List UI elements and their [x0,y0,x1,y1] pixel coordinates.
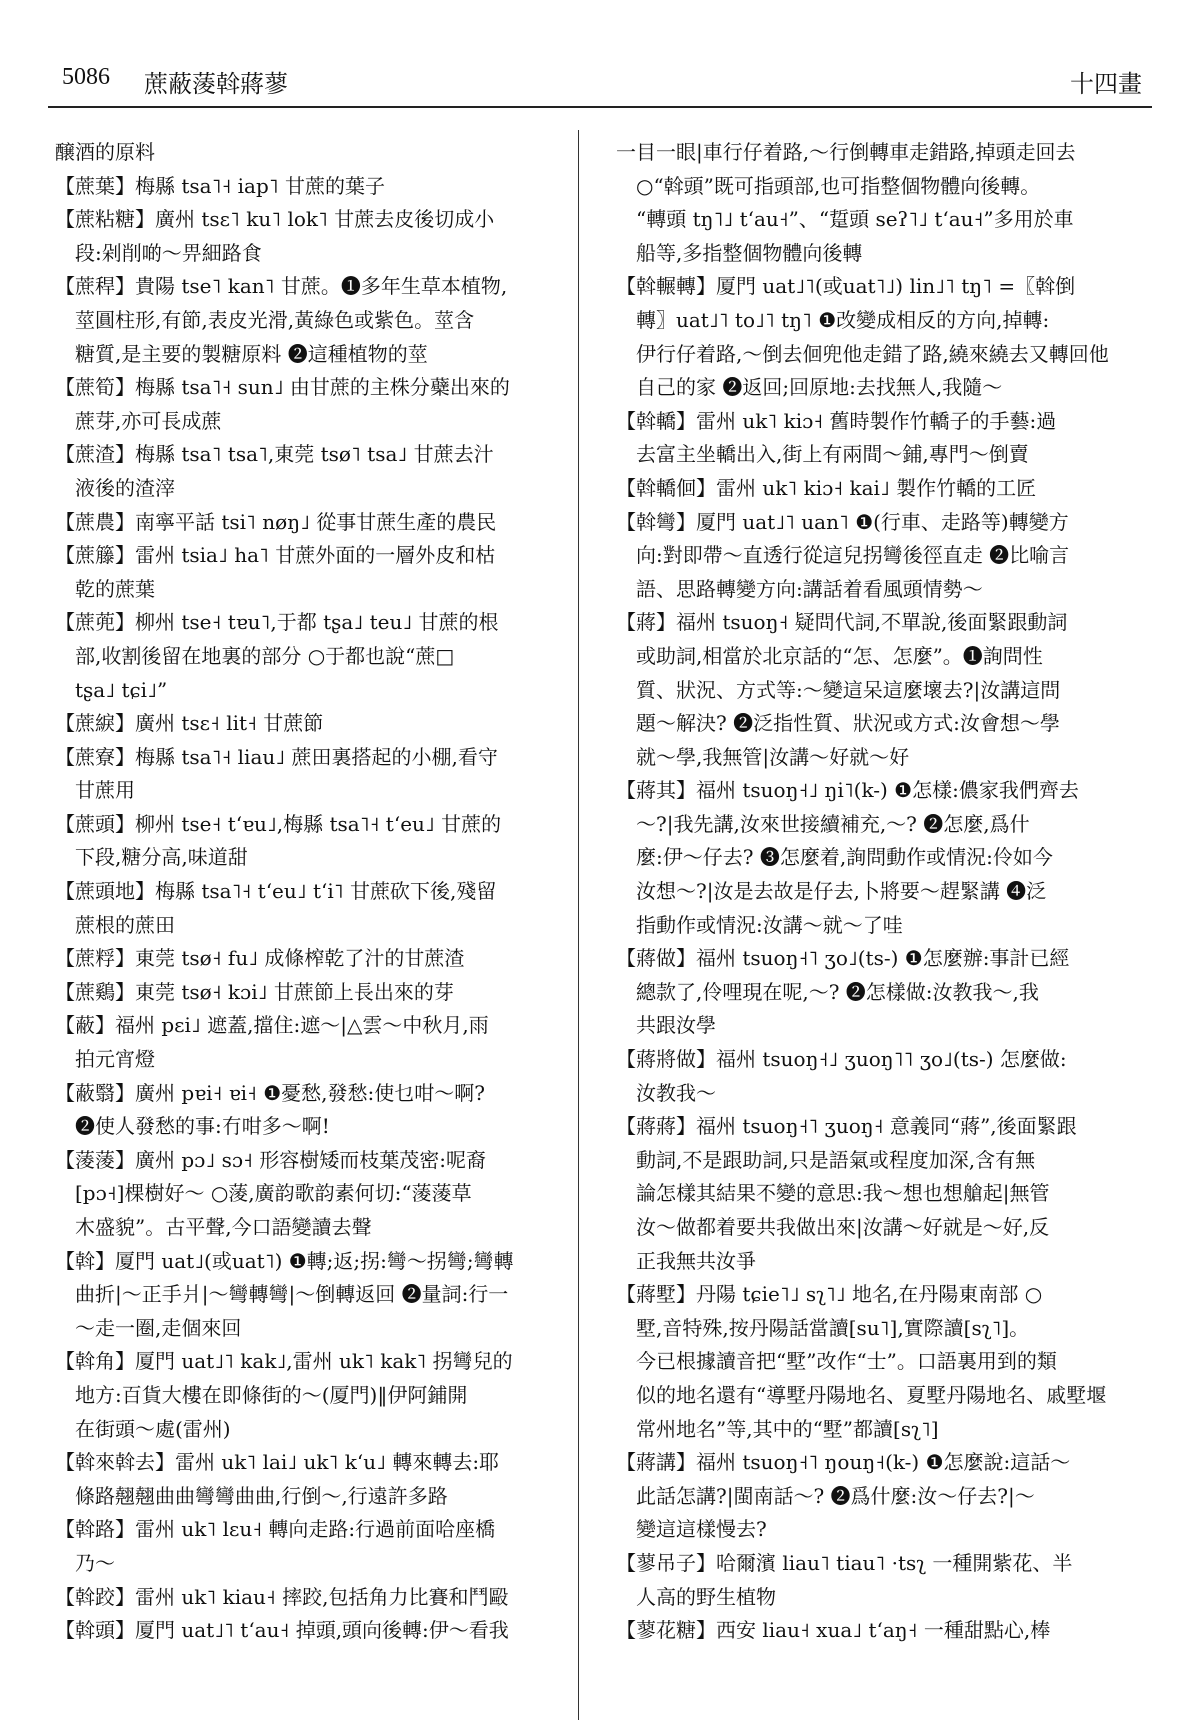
entry-line: 就～學,我無管|汝講～好就～好 [636,744,910,769]
entry-line: 【蔗鷄】東莞 tsø˧ kɔi˩ 甘蔗節上長出來的芽 [55,979,454,1004]
column-divider [578,130,579,1720]
dictionary-entry [55,1245,555,1346]
entry-line: 木盛貌”。古平聲,今口語變讀去聲 [75,1215,372,1239]
entry-line: 【蔆蔆】廣州 pɔ˩ sɔ˧ 形容樹矮而枝葉茂密:呢裔 [55,1147,487,1172]
dictionary-entry [55,371,555,438]
dictionary-entry [55,136,555,170]
entry-line: 【蔗粰】東莞 tsø˧ fu˩ 成條榨乾了汁的甘蔗渣 [55,946,465,971]
dictionary-entry [55,1446,555,1513]
dictionary-entry [55,1077,555,1144]
dictionary-entry [55,1581,555,1615]
dictionary-entry [55,1144,555,1245]
dictionary-entry [616,774,1116,942]
entry-line: 【蔗頭地】梅縣 tsa˥˧ tʻeu˩ tʻi˥ 甘蔗砍下後,殘留 [55,879,497,904]
entry-line: 【蓼吊子】哈爾濱 liau˥ tiau˥ ·tsʅ 一種開紫花、半 [616,1550,1073,1575]
entry-line: [pɔ˧]棵樹好～ ○蔆,廣韵歌韵素何切:“蔆蔆草 [75,1181,472,1206]
entry-line: 拍元宵燈 [75,1047,155,1072]
entry-line: 正我無共汝爭 [636,1248,756,1273]
entry-line: 【蔗籐】雷州 tsia˩ ha˥ 甘蔗外面的一層外皮和枯 [55,543,496,568]
dictionary-entry [55,976,555,1010]
entry-line: 【斡】厦門 uat˩(或uat˥) ❶轉;返;拐:彎～拐彎;彎轉 [55,1248,514,1273]
entry-line: 【蔗渣】梅縣 tsa˥ tsa˥,東莞 tsø˥ tsa˩ 甘蔗去汁 [55,442,494,467]
section-title: 十四畫 [1070,70,1142,98]
entry-line: 總款了,伶哩現在呢,～? ❷怎樣做:汝教我～,我 [636,979,1039,1004]
entry-line: ～?|我先講,汝來世接續補充,～? ❷怎麼,爲什 [636,811,1030,836]
dictionary-entry [616,136,1116,270]
entry-line: 醸酒的原料 [55,140,155,164]
entry-line: 【蔣其】福州 tsuoŋ˧˩ ŋi˥(k-) ❶怎樣:儂家我們齊去 [616,778,1079,803]
entry-line: ❷使人發愁的事:冇咁多～啊! [75,1114,330,1139]
entry-line: 【蔗筍】梅縣 tsa˥˧ sun˩ 由甘蔗的主株分蘗出來的 [55,375,510,400]
dictionary-entry [616,1614,1116,1648]
entry-line: 【蔗蔸】柳州 tse˧ tɐu˥,于都 tʂa˩ teu˩ 甘蔗的根 [55,610,499,635]
page-number: 5086 [62,64,110,90]
entry-line: 動詞,不是跟助詞,只是語氣或程度加深,含有無 [636,1147,1036,1172]
entry-line: 汝想～?|汝是去故是仔去,卜將要～趕緊講 ❹泛 [636,879,1047,904]
entry-line: 【蔗粘糖】廣州 tsɛ˥ ku˥ lok˥ 甘蔗去皮後切成小 [55,207,495,232]
entry-line: ○“斡頭”既可指頭部,也可指整個物體向後轉。 [636,173,1041,198]
entry-line: 糖質,是主要的製糖原料 ❷這種植物的莖 [75,341,428,366]
dictionary-entry [55,875,555,942]
entry-line: 【蔗農】南寧平話 tsi˥ nøŋ˩ 從事甘蔗生產的農民 [55,509,497,534]
entry-line: 莖圓柱形,有節,表皮光滑,黃綠色或紫色。莖含 [75,307,475,332]
dictionary-entry [55,1513,555,1580]
dictionary-entry [616,270,1116,404]
entry-line: 地方:百貨大樓在即條街的～(厦門)‖伊阿鋪開 [75,1382,468,1407]
entry-line: 去富主坐轎出入,街上有兩間～鋪,專門～倒賣 [636,442,1029,467]
entry-line: 語、思路轉變方向:講話着看風頭情勢～ [636,576,983,601]
dictionary-entry [616,1547,1116,1614]
entry-line: 【斡輾轉】厦門 uat˩˥(或uat˥˩) lin˩˥ tŋ˥ =〖斡倒 [616,274,1076,299]
entry-line: 【斡轎佪】雷州 uk˥ kiɔ˧ kai˩ 製作竹轎的工匠 [616,475,1037,500]
dictionary-entry [55,438,555,505]
left-column [55,136,555,1716]
entry-line: 【蔽】福州 pɛi˩ 遮蓋,擋住:遮～|△雲～中秋月,雨 [55,1013,489,1038]
entry-line: 【蔣】福州 tsuoŋ˧ 疑問代詞,不單說,後面緊跟動詞 [616,610,1068,635]
entry-line: 共跟汝學 [636,1013,716,1038]
entry-line: 【蔣墅】丹陽 tɕie˥˩ sʅ˥˩ 地名,在丹陽東南部 ○ [616,1282,1043,1307]
entry-line: “轉頭 tŋ˥˩ tʻau˧”、“踅頭 seʔ˥˩ tʻau˧”多用於車 [636,207,1074,232]
entry-line: 麼:伊～仔去? ❸怎麼着,詢問動作或情況:伶如今 [636,845,1053,870]
entry-line: 曲折|～正手爿|～彎轉彎|～倒轉返回 ❷量詞:行一 [75,1282,509,1307]
entry-line: 此話怎講?|閩南話～? ❷爲什麼:汝～仔去?|～ [636,1483,1035,1508]
entry-line: 下段,糖分高,味道甜 [75,845,248,870]
entry-line: 【斡頭】厦門 uat˩˥ tʻau˧ 掉頭,頭向後轉:伊～看我 [55,1618,509,1643]
entry-line: 似的地名還有“導墅丹陽地名、夏墅丹陽地名、戚墅堰 [636,1382,1107,1407]
entry-line: 【蔗頭】柳州 tse˧ tʻɐu˩,梅縣 tsa˥˧ tʻeu˩ 甘蔗的 [55,811,502,836]
entry-line: 【蔣將做】福州 tsuoŋ˧˩ ʒuoŋ˥˥ ʒo˩(ts-) 怎麼做: [616,1047,1067,1072]
entry-line: 質、狀況、方式等:～變這呆這麼壞去?|汝講這問 [636,677,1061,702]
entry-line: 題～解決? ❷泛指性質、狀況或方式:汝會想～學 [636,711,1060,736]
entry-line: 在街頭～處(雷州) [75,1416,231,1441]
entry-line: 【蔗綟】廣州 tsɛ˧ lit˧ 甘蔗節 [55,711,324,736]
dictionary-entry [55,1345,555,1446]
dictionary-entry [616,606,1116,774]
entry-line: 【斡來斡去】雷州 uk˥ lai˩ uk˥ kʻu˩ 轉來轉去:耶 [55,1450,500,1475]
entry-line: 今已根據讀音把“墅”改作“士”。口語裏用到的類 [636,1349,1057,1374]
entry-line: 【蓼花糖】西安 liau˧ xua˩ tʻaŋ˧ 一種甜點心,棒 [616,1618,1051,1643]
entry-line: 甘蔗用 [75,778,135,803]
dictionary-entry [616,1110,1116,1278]
dictionary-entry [55,606,555,707]
dictionary-entry [616,1278,1116,1446]
dictionary-entry [55,1614,555,1648]
entry-line: 汝～做都着要共我做出來|汝講～好就是～好,反 [636,1215,1050,1239]
entry-line: 轉〗uat˩˥ to˩˥ tŋ˥ ❶改變成相反的方向,掉轉: [636,307,1050,332]
dictionary-entry [55,741,555,808]
entry-line: 【蔗稈】貴陽 tse˥ kan˥ 甘蔗。❶多年生草本植物, [55,274,508,299]
dictionary-entry [616,942,1116,1043]
entry-line: 乾的蔗葉 [75,576,155,601]
entry-line: 指動作或情況:汝講～就～了哇 [636,912,903,937]
dictionary-entry [55,506,555,540]
entry-line: 【蔗葉】梅縣 tsa˥˧ iap˥ 甘蔗的葉子 [55,173,386,198]
entry-line: 汝教我～ [636,1080,716,1105]
page-header [48,58,1152,108]
dictionary-entry [616,1446,1116,1547]
entry-line: 【蔽翳】廣州 pɐi˧ ɐi˧ ❶憂愁,發愁:使乜咁～啊? [55,1080,485,1105]
entry-line: 【斡路】雷州 uk˥ lɛu˧ 轉向走路:行過前面哈座橋 [55,1517,496,1542]
dictionary-entry [55,808,555,875]
entry-line: 自己的家 ❷返回;回原地:去找無人,我隨～ [636,375,1003,400]
entry-line: 變這這樣慢去? [636,1517,767,1542]
dictionary-entry [55,170,555,204]
dictionary-entry [55,942,555,976]
entry-line: 【斡角】厦門 uat˩˥ kak˩,雷州 uk˥ kak˥ 拐彎兒的 [55,1349,513,1374]
entry-line: 條路翹翹曲曲彎彎曲曲,行倒～,行遠許多路 [75,1483,448,1508]
dictionary-entry [55,1009,555,1076]
dictionary-entry [616,472,1116,506]
entry-line: 【蔣做】福州 tsuoŋ˧˥ ʒo˩(ts-) ❶怎麼辦:事計已經 [616,946,1070,971]
entry-line: 【斡轎】雷州 uk˥ kiɔ˧ 舊時製作竹轎子的手藝:過 [616,408,1057,433]
entry-line: 向:對即帶～直透行從這兒拐彎後徑直走 ❷比喻言 [636,543,1070,568]
entry-line: 【蔣蔣】福州 tsuoŋ˧˥ ʒuoŋ˧ 意義同“蔣”,後面緊跟 [616,1114,1077,1139]
dictionary-entry [616,1043,1116,1110]
entry-line: 常州地名”等,其中的“墅”都讀[sʅ˥] [636,1416,939,1441]
entry-line: 乃～ [75,1550,115,1575]
right-column [616,136,1116,1716]
entry-line: 蔗根的蔗田 [75,912,175,937]
entry-line: 段:剁削啲～畀細路食 [75,240,262,265]
entry-line: 人高的野生植物 [636,1584,776,1609]
entry-line: 【蔣講】福州 tsuoŋ˧˥ ŋouŋ˧(k-) ❶怎麼說:這話～ [616,1450,1071,1475]
entry-line: 墅,音特殊,按丹陽話當讀[su˥],實際讀[sʅ˥]。 [636,1315,1030,1340]
dictionary-entry [55,203,555,270]
entry-line: ～走一圈,走個來回 [75,1315,242,1340]
entry-line: 一目一眼|車行仔着路,～行倒轉車走錯路,掉頭走回去 [616,140,1076,164]
entry-line: 【斡彎】厦門 uat˩˥ uan˥ ❶(行車、走路等)轉變方 [616,509,1069,534]
entry-line: 【蔗寮】梅縣 tsa˥˧ liau˩ 蔗田裏搭起的小棚,看守 [55,744,498,769]
entry-line: 或助詞,相當於北京話的“怎、怎麼”。❶詢問性 [636,643,1043,668]
entry-line: 部,收割後留在地裏的部分 ○于都也說“蔗□ [75,643,455,668]
entry-line: tʂa˩ tɕi˩” [75,677,168,702]
entry-line: 【斡跤】雷州 uk˥ kiau˧ 摔跤,包括角力比賽和鬥毆 [55,1584,509,1609]
entry-line: 論怎樣其結果不變的意思:我～想也想艙起|無管 [636,1181,1050,1206]
entry-line: 蔗芽,亦可長成蔗 [75,408,222,433]
entry-line: 船等,多指整個物體向後轉 [636,240,863,265]
dictionary-entry [55,270,555,371]
dictionary-entry [616,506,1116,607]
dictionary-entry [55,539,555,606]
entry-line: 液後的渣滓 [75,475,175,500]
dictionary-entry [55,707,555,741]
header-characters: 蔗蔽蔆斡蔣蓼 [144,70,288,98]
dictionary-entry [616,405,1116,472]
entry-line: 伊行仔着路,～倒去佪兜他走錯了路,繞來繞去又轉回他 [636,341,1109,366]
